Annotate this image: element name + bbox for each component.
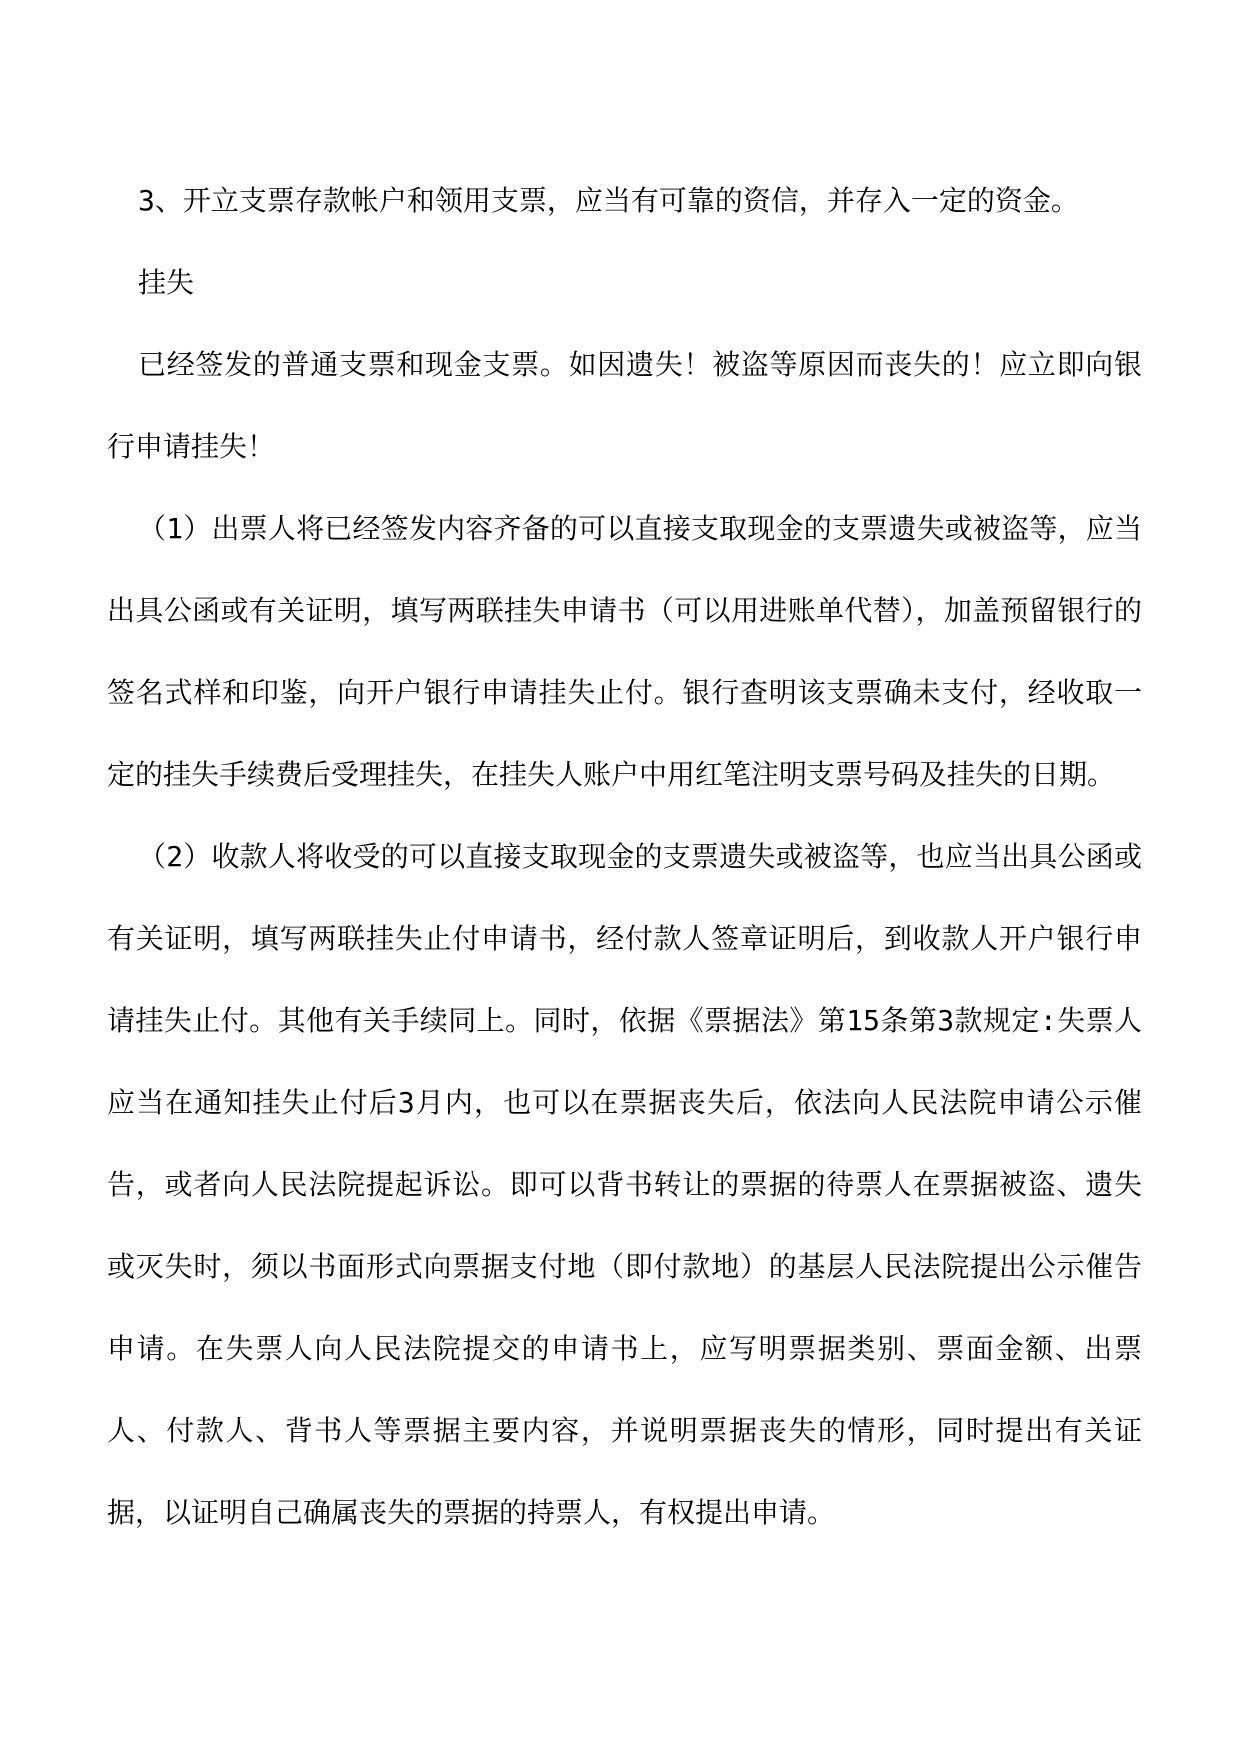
document-body <box>107 160 1142 1554</box>
section-heading-loss-report: 挂失 <box>138 266 195 299</box>
paragraph-payee-loss: （2）收款人将收受的可以直接支取现金的支票遗失或被盗等，也应当出具公函或有关证明，填写两联挂失止付申请书，经付款人签章证明后，到收款人开户银行申请挂失止付。其他有关手续同上。同时，依据《票据法》第15条第3款规定:失票人应当在通知挂失止付后3月内，也可以在票据丧失后，依法向人民法院申请公示催告，或者向人民法院提起诉讼。即可以背书转让的票据的待票人在票据被盗、遗失或灭失时，须以书面形式向票据支付地（即付款地）的基层人民法院提出公示催告申请。在失票人向人民法院提交的申请书上，应写明票据类别、票面金额、出票人、付款人、背书人等票据主要内容，并说明票据丧失的情形，同时提出有关证据，以证明自己确属丧失的票据的持票人，有权提出申请。 <box>107 840 1142 1529</box>
paragraph-drawer-loss: （1）出票人将已经签发内容齐备的可以直接支取现金的支票遗失或被盗等，应当出具公函或有关证明，填写两联挂失申请书（可以用进账单代替），加盖预留银行的签名式样和印鉴，向开户银行申请挂失止付。银行查明该支票确未支付，经收取一定的挂失手续费后受理挂失，在挂失人账户中用红笔注明支票号码及挂失的日期。 <box>107 512 1142 791</box>
paragraph-requirement-3: 3、开立支票存款帐户和领用支票，应当有可靠的资信，并存入一定的资金。 <box>138 184 1079 217</box>
paragraph-loss-intro: 已经签发的普通支票和现金支票。如因遗失！被盗等原因而丧失的！应立即向银行申请挂失！ <box>107 348 1142 463</box>
